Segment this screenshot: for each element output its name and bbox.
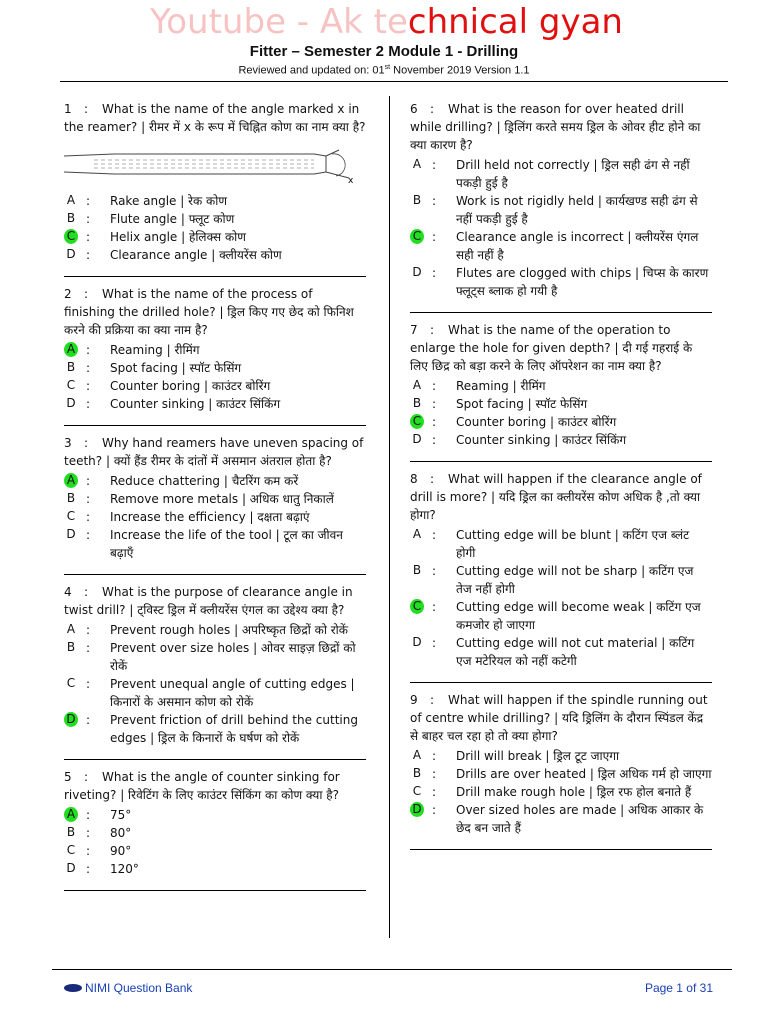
option-text: Clearance angle | क्लीयरेंस कोण bbox=[110, 248, 282, 262]
option-a bbox=[64, 621, 366, 639]
option-colon: : bbox=[432, 767, 437, 781]
question-colon: : bbox=[430, 323, 435, 337]
option-colon: : bbox=[86, 844, 91, 858]
option-text: Spot facing | स्पॉट फेसिंग bbox=[110, 361, 242, 375]
option-text: Prevent friction of drill behind the cutting edges | ड्रिल के किनारों के घर्षण को रोकें bbox=[110, 713, 358, 745]
question-divider bbox=[64, 425, 366, 426]
option-b bbox=[410, 192, 712, 228]
question-colon: : bbox=[430, 102, 435, 116]
question-3 bbox=[64, 434, 366, 570]
question-divider bbox=[410, 461, 712, 462]
option-colon: : bbox=[86, 343, 91, 357]
option-letter: C bbox=[66, 676, 76, 690]
reamer-figure bbox=[64, 142, 364, 184]
option-d bbox=[64, 395, 366, 413]
option-colon: : bbox=[432, 600, 437, 614]
option-b bbox=[410, 562, 712, 598]
question-number: 2 bbox=[64, 287, 72, 301]
question-5 bbox=[64, 768, 366, 886]
option-letter: A bbox=[412, 527, 422, 541]
question-text bbox=[64, 768, 366, 804]
option-text: Counter sinking | काउंटर सिंकिंग bbox=[456, 433, 627, 447]
option-text: Cutting edge will not be sharp | कटिंग एज तेज नहीं होगी bbox=[456, 564, 694, 596]
option-letter: A bbox=[412, 378, 422, 392]
question-text bbox=[64, 583, 366, 619]
option-colon: : bbox=[86, 212, 91, 226]
option-letter: B bbox=[412, 396, 422, 410]
option-letter: C bbox=[66, 843, 76, 857]
option-colon: : bbox=[432, 564, 437, 578]
option-letter: A bbox=[412, 157, 422, 171]
question-number: 1 bbox=[64, 102, 72, 116]
right-column bbox=[410, 100, 712, 858]
question-body: What is the name of the process of finishing the drilled hole? | ड्रिल किए गए छेद को फिनिश करने की प्रक्रिया का क्या नाम है? bbox=[64, 287, 354, 337]
option-letter: B bbox=[66, 491, 76, 505]
option-letter: D bbox=[412, 635, 422, 649]
correct-answer-marker: A bbox=[64, 342, 78, 357]
option-b bbox=[64, 359, 366, 377]
option-b bbox=[64, 210, 366, 228]
question-text bbox=[64, 285, 366, 339]
subtitle-post: November 2019 Version 1.1 bbox=[390, 64, 530, 77]
reamer-top-edge bbox=[64, 154, 326, 156]
option-colon: : bbox=[86, 248, 91, 262]
option-a bbox=[64, 472, 366, 490]
option-a bbox=[64, 192, 366, 210]
option-d bbox=[410, 264, 712, 300]
option-letter: B bbox=[66, 360, 76, 374]
correct-answer-marker: C bbox=[410, 599, 424, 614]
option-c bbox=[410, 598, 712, 634]
correct-answer-marker: C bbox=[64, 229, 78, 244]
option-colon: : bbox=[432, 194, 437, 208]
question-colon: : bbox=[84, 287, 89, 301]
header-divider bbox=[60, 81, 728, 82]
question-text bbox=[64, 434, 366, 470]
option-text: Counter boring | काउंटर बोरिंग bbox=[456, 415, 617, 429]
option-colon: : bbox=[432, 230, 437, 244]
option-text: Drill held not correctly | ड्रिल सही ढंग से नहीं पकड़ी हुई है bbox=[456, 158, 690, 190]
option-colon: : bbox=[432, 266, 437, 280]
question-body: What is the angle of counter sinking for riveting? | रिवेटिंग के लिए काउंटर सिंकिंग का कोण क्या है? bbox=[64, 770, 340, 802]
correct-answer-marker: A bbox=[64, 473, 78, 488]
angle-x-label: x bbox=[348, 176, 354, 184]
angle-arc bbox=[332, 154, 345, 176]
page-number: Page 1 of 31 bbox=[644, 981, 713, 995]
option-text: 80° bbox=[110, 826, 132, 840]
option-colon: : bbox=[86, 474, 91, 488]
option-letter: B bbox=[412, 193, 422, 207]
subtitle-sup: st bbox=[384, 64, 391, 71]
question-7 bbox=[410, 321, 712, 457]
option-colon: : bbox=[86, 397, 91, 411]
option-colon: : bbox=[86, 641, 91, 655]
option-colon: : bbox=[86, 862, 91, 876]
option-colon: : bbox=[86, 528, 91, 542]
question-colon: : bbox=[84, 770, 89, 784]
page-title: Fitter – Semester 2 Module 1 - Drilling bbox=[249, 43, 519, 60]
option-c bbox=[410, 413, 712, 431]
option-letter: B bbox=[412, 766, 422, 780]
option-b bbox=[64, 824, 366, 842]
option-d bbox=[64, 860, 366, 878]
option-colon: : bbox=[432, 397, 437, 411]
option-letter: D bbox=[412, 265, 422, 279]
correct-answer-marker: C bbox=[410, 229, 424, 244]
option-d bbox=[64, 711, 366, 747]
question-1 bbox=[64, 100, 366, 272]
question-number: 3 bbox=[64, 436, 72, 450]
option-a bbox=[64, 806, 366, 824]
correct-answer-marker: D bbox=[410, 802, 424, 817]
question-body: What is the purpose of clearance angle in twist drill? | ट्विस्ट ड्रिल में क्लीयरेंस एंगल का उद्देश्य क्या है? bbox=[64, 585, 353, 617]
option-colon: : bbox=[432, 528, 437, 542]
option-letter: B bbox=[66, 640, 76, 654]
correct-answer-marker: A bbox=[64, 807, 78, 822]
option-colon: : bbox=[432, 803, 437, 817]
option-text: Drill will break | ड्रिल टूट जाएगा bbox=[456, 749, 620, 763]
option-b bbox=[410, 765, 712, 783]
question-number: 5 bbox=[64, 770, 72, 784]
option-text: Reaming | रीमिंग bbox=[110, 343, 200, 357]
option-text: Over sized holes are made | अधिक आकार के छेद बन जाते हैं bbox=[456, 803, 704, 835]
question-colon: : bbox=[430, 693, 435, 707]
option-a bbox=[410, 526, 712, 562]
option-colon: : bbox=[86, 361, 91, 375]
footer-brand-text: NIMI Question Bank bbox=[85, 981, 193, 995]
option-c bbox=[64, 508, 366, 526]
question-number: 7 bbox=[410, 323, 418, 337]
question-body: What is the name of the angle marked x in the reamer? | रीमर में x के रूप में चिह्नित कोण का नाम क्या है? bbox=[64, 102, 366, 134]
option-text: Increase the life of the tool | टूल का जीवन बढ़ाएँ bbox=[110, 528, 343, 560]
option-d bbox=[410, 634, 712, 670]
option-letter: A bbox=[412, 748, 422, 762]
question-body: Why hand reamers have uneven spacing of teeth? | क्यों हैंड रीमर के दांतों में असमान अंतराल होता है? bbox=[64, 436, 364, 468]
option-text: 120° bbox=[110, 862, 139, 876]
option-colon: : bbox=[86, 492, 91, 506]
question-body: What is the name of the operation to enlarge the hole for given depth? | दी गई गहराई के लिए छिद्र को बड़ा करने के लिए ऑपरेशन का नाम क्या है? bbox=[410, 323, 693, 373]
option-d bbox=[64, 246, 366, 264]
option-text: Counter sinking | काउंटर सिंकिंग bbox=[110, 397, 281, 411]
option-text: Rake angle | रेक कोण bbox=[110, 194, 228, 208]
option-colon: : bbox=[86, 194, 91, 208]
option-text: Drill make rough hole | ड्रिल रफ होल बनाते हैं bbox=[456, 785, 692, 799]
option-b bbox=[64, 639, 366, 675]
option-colon: : bbox=[86, 230, 91, 244]
question-divider bbox=[410, 312, 712, 313]
watermark-text: chnical gyan bbox=[407, 2, 623, 42]
option-text: 90° bbox=[110, 844, 132, 858]
question-number: 9 bbox=[410, 693, 418, 707]
option-a bbox=[410, 747, 712, 765]
question-6 bbox=[410, 100, 712, 308]
option-colon: : bbox=[432, 749, 437, 763]
nimi-logo-icon bbox=[64, 984, 82, 992]
question-text bbox=[410, 100, 712, 154]
option-letter: D bbox=[66, 396, 76, 410]
option-c bbox=[64, 377, 366, 395]
option-colon: : bbox=[86, 623, 91, 637]
question-divider bbox=[64, 276, 366, 277]
option-text: Cutting edge will not cut material | कटिंग एज मटेरियल को नहीं कटेगी bbox=[456, 636, 695, 668]
question-body: What will happen if the spindle running out of centre while drilling? | यदि ड्रिलिंग के दौरान स्पिंडल केंद्र से बाहर चल रहा हो तो क्या होगा? bbox=[410, 693, 708, 743]
option-colon: : bbox=[86, 826, 91, 840]
option-colon: : bbox=[86, 379, 91, 393]
option-text: Remove more metals | अधिक धातु निकालें bbox=[110, 492, 334, 506]
option-colon: : bbox=[432, 636, 437, 650]
option-colon: : bbox=[432, 379, 437, 393]
option-c bbox=[410, 783, 712, 801]
option-letter: B bbox=[66, 211, 76, 225]
option-a bbox=[64, 341, 366, 359]
option-text: Prevent unequal angle of cutting edges | किनारों के असमान कोण को रोकें bbox=[110, 677, 355, 709]
option-text: 75° bbox=[110, 808, 132, 822]
option-text: Clearance angle is incorrect | क्लीयरेंस एंगल सही नहीं है bbox=[456, 230, 699, 262]
question-divider bbox=[64, 574, 366, 575]
option-text: Cutting edge will be blunt | कटिंग एज ब्लंट होगी bbox=[456, 528, 690, 560]
option-b bbox=[64, 490, 366, 508]
correct-answer-marker: C bbox=[410, 414, 424, 429]
question-divider bbox=[410, 682, 712, 683]
option-colon: : bbox=[86, 677, 91, 691]
watermark bbox=[150, 2, 670, 42]
question-9 bbox=[410, 691, 712, 845]
option-c bbox=[64, 842, 366, 860]
question-number: 4 bbox=[64, 585, 72, 599]
option-a bbox=[410, 156, 712, 192]
question-text bbox=[64, 100, 366, 136]
option-text: Increase the efficiency | दक्षता बढ़ाएं bbox=[110, 510, 310, 524]
footer-divider bbox=[52, 969, 732, 970]
option-text: Flutes are clogged with chips | चिप्स के कारण फ्लूट्स ब्लाक हो गयी है bbox=[456, 266, 709, 298]
option-letter: D bbox=[412, 432, 422, 446]
question-8 bbox=[410, 470, 712, 678]
question-colon: : bbox=[84, 585, 89, 599]
option-text: Reduce chattering | चैटरिंग कम करें bbox=[110, 474, 299, 488]
question-colon: : bbox=[84, 436, 89, 450]
option-d bbox=[410, 431, 712, 449]
option-colon: : bbox=[86, 510, 91, 524]
option-text: Cutting edge will become weak | कटिंग एज कमजोर हो जाएगा bbox=[456, 600, 701, 632]
question-colon: : bbox=[430, 472, 435, 486]
option-letter: A bbox=[66, 193, 76, 207]
question-text bbox=[410, 470, 712, 524]
option-text: Prevent over size holes | ओवर साइज़ छिद्रों को रोकें bbox=[110, 641, 356, 673]
option-b bbox=[410, 395, 712, 413]
page-subtitle bbox=[0, 64, 768, 77]
option-text: Prevent rough holes | अपरिष्कृत छिद्रों को रोकें bbox=[110, 623, 348, 637]
option-text: Spot facing | स्पॉट फेसिंग bbox=[456, 397, 588, 411]
option-c bbox=[64, 675, 366, 711]
option-text: Work is not rigidly held | कार्यखण्ड सही ढंग से नहीं पकड़ी हुई है bbox=[456, 194, 698, 226]
option-letter: B bbox=[66, 825, 76, 839]
question-body: What is the reason for over heated drill while drilling? | ड्रिलिंग करते समय ड्रिल के ओवर हीट होने का क्या कारण है? bbox=[410, 102, 701, 152]
correct-answer-marker: D bbox=[64, 712, 78, 727]
question-text bbox=[410, 691, 712, 745]
option-letter: B bbox=[412, 563, 422, 577]
question-2 bbox=[64, 285, 366, 421]
option-letter: C bbox=[66, 378, 76, 392]
question-divider bbox=[410, 849, 712, 850]
option-colon: : bbox=[432, 415, 437, 429]
option-text: Counter boring | काउंटर बोरिंग bbox=[110, 379, 271, 393]
option-colon: : bbox=[432, 158, 437, 172]
footer-brand bbox=[64, 981, 192, 995]
option-d bbox=[64, 526, 366, 562]
option-text: Drills are over heated | ड्रिल अधिक गर्म हो जाएगा bbox=[456, 767, 712, 781]
question-number: 6 bbox=[410, 102, 418, 116]
question-colon: : bbox=[84, 102, 89, 116]
option-letter: A bbox=[66, 622, 76, 636]
option-letter: C bbox=[66, 509, 76, 523]
option-d bbox=[410, 801, 712, 837]
option-a bbox=[410, 377, 712, 395]
question-divider bbox=[64, 759, 366, 760]
left-column bbox=[64, 100, 366, 899]
option-letter: D bbox=[66, 861, 76, 875]
option-c bbox=[410, 228, 712, 264]
question-divider bbox=[64, 890, 366, 891]
option-text: Flute angle | फ्लूट कोण bbox=[110, 212, 235, 226]
question-text bbox=[410, 321, 712, 375]
reamer-bottom-edge bbox=[64, 172, 326, 174]
column-divider bbox=[389, 96, 390, 938]
option-c bbox=[64, 228, 366, 246]
option-letter: D bbox=[66, 247, 76, 261]
option-colon: : bbox=[432, 433, 437, 447]
option-colon: : bbox=[86, 808, 91, 822]
option-letter: C bbox=[412, 784, 422, 798]
option-letter: D bbox=[66, 527, 76, 541]
option-colon: : bbox=[432, 785, 437, 799]
question-body: What will happen if the clearance angle of drill is more? | यदि ड्रिल का क्लीयरेंस कोण अधिक है ,तो क्या होगा? bbox=[410, 472, 702, 522]
option-text: Reaming | रीमिंग bbox=[456, 379, 546, 393]
option-colon: : bbox=[86, 713, 91, 727]
question-4 bbox=[64, 583, 366, 755]
subtitle-pre: Reviewed and updated on: 01 bbox=[238, 64, 385, 77]
question-number: 8 bbox=[410, 472, 418, 486]
option-text: Helix angle | हेलिक्स कोण bbox=[110, 230, 246, 244]
watermark-faded-part: Youtube - Ak te bbox=[150, 2, 408, 42]
reamer-flutes bbox=[94, 160, 314, 168]
